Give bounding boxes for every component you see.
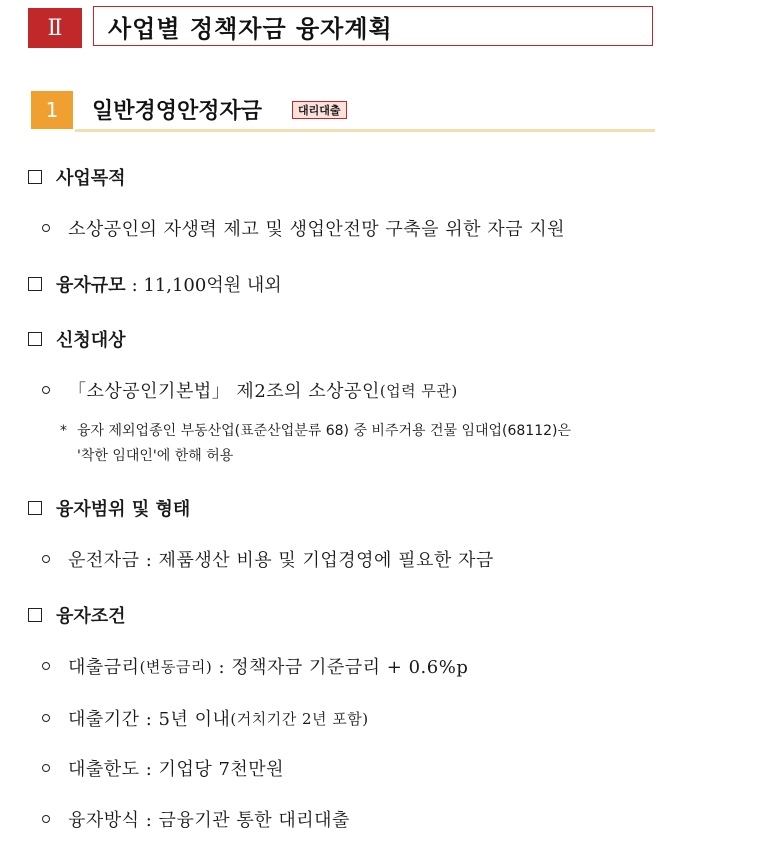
terms-limit-bullet	[42, 754, 284, 782]
method-text: 융자방식 : 금융기관 통한 대리대출	[68, 810, 350, 831]
period-text: 대출기간 : 5년 이내	[68, 709, 231, 730]
target-note	[60, 419, 571, 469]
checkbox-square-icon	[28, 332, 42, 346]
terms-heading-text: 융자조건	[56, 606, 126, 627]
circle-bullet-icon	[42, 555, 50, 563]
scope-bullet	[42, 545, 494, 573]
limit-text: 대출한도 : 기업당 7천만원	[68, 759, 285, 780]
chapter-number: Ⅱ	[28, 8, 82, 48]
scale-heading-text: 융자규모	[56, 275, 126, 296]
purpose-bullet	[42, 214, 565, 242]
checkbox-square-icon	[28, 501, 42, 515]
note-line-1: 융자 제외업종인 부동산업(표준산업분류 68) 중 비주거용 건물 임대업(68112)은	[77, 423, 572, 439]
note-line-2: '착한 임대인'에 한해 허용	[77, 448, 234, 464]
scale-heading	[28, 270, 282, 298]
target-bullet-text: 「소상공인기본법」 제2조의 소상공인	[68, 381, 380, 402]
scope-heading-text: 융자범위 및 형태	[56, 499, 191, 520]
target-bullet-paren: (업력 무관)	[379, 381, 458, 400]
rate-value: : 정책자금 기준금리 + 0.6%p	[212, 657, 469, 678]
circle-bullet-icon	[42, 662, 50, 670]
period-paren: (거치기간 2년 포함)	[230, 709, 369, 728]
terms-method-bullet	[42, 805, 350, 833]
scope-bullet-text: 운전자금 : 제품생산 비용 및 기업경영에 필요한 자금	[68, 550, 494, 571]
section-title: 일반경영안정자금	[92, 98, 263, 124]
chapter-title: 사업별 정책자금 융자계획	[93, 6, 653, 46]
purpose-heading-text: 사업목적	[56, 168, 126, 189]
terms-period-bullet	[42, 704, 369, 732]
purpose-bullet-text: 소상공인의 자생력 제고 및 생업안전망 구축을 위한 자금 지원	[68, 219, 565, 240]
circle-bullet-icon	[42, 764, 50, 772]
terms-heading	[28, 601, 126, 629]
scope-heading	[28, 494, 190, 522]
checkbox-square-icon	[28, 277, 42, 291]
rate-paren: (변동금리)	[139, 657, 213, 676]
section-number: 1	[31, 91, 73, 129]
scale-value: : 11,100억원 내외	[131, 275, 282, 296]
note-asterisk: *	[60, 423, 67, 439]
loan-type-badge: 대리대출	[292, 101, 347, 119]
circle-bullet-icon	[42, 714, 50, 722]
target-heading-text: 신청대상	[56, 330, 126, 351]
section-divider	[75, 129, 655, 132]
target-bullet	[42, 376, 458, 404]
checkbox-square-icon	[28, 170, 42, 184]
purpose-heading	[28, 163, 126, 191]
circle-bullet-icon	[42, 386, 50, 394]
checkbox-square-icon	[28, 608, 42, 622]
target-heading	[28, 325, 126, 353]
circle-bullet-icon	[42, 224, 50, 232]
terms-rate-bullet	[42, 652, 468, 680]
rate-label: 대출금리	[68, 657, 140, 678]
circle-bullet-icon	[42, 815, 50, 823]
